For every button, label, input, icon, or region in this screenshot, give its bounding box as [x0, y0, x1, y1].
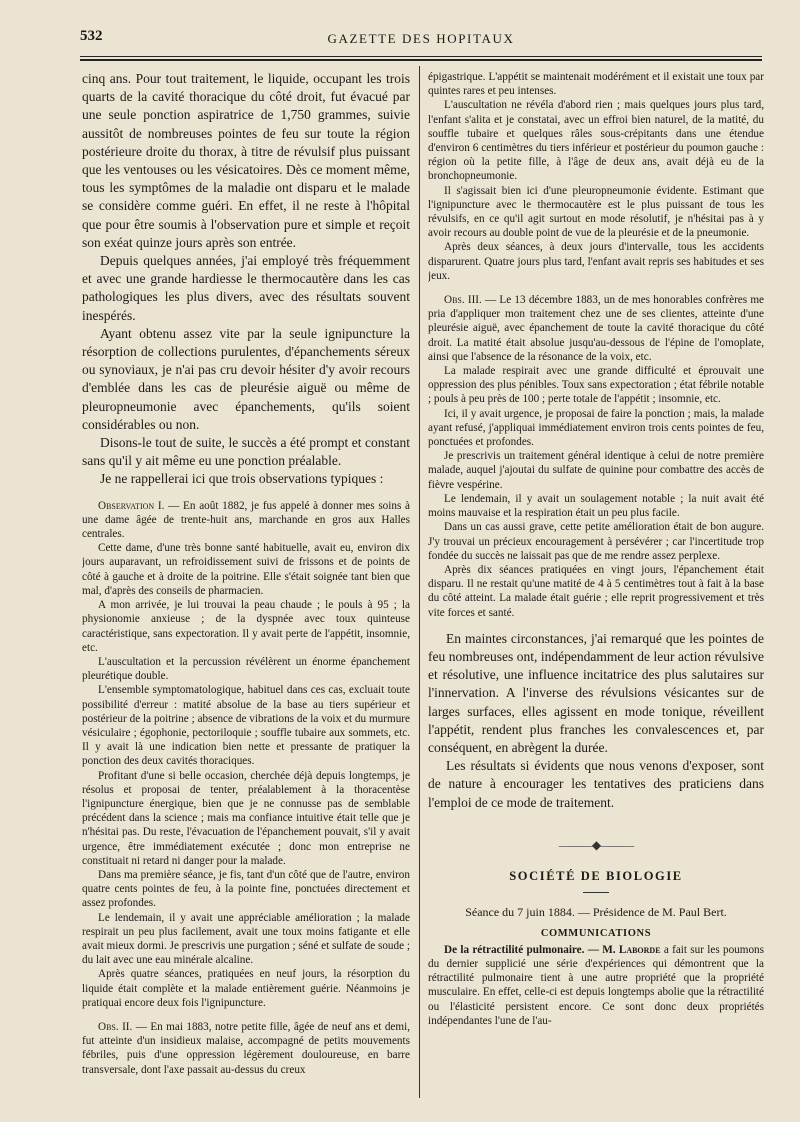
paragraph: Je ne rappellerai ici que trois observations typiques :	[100, 471, 384, 487]
paragraph: Profitant d'une si belle occasion, cherchée déjà depuis longtemps, je résolus et proposai de tenter, préalablement à la thoracentèse l'ignipuncture énergique, bien que je ne connusse pas de semblable précédent dans la science ; mais ma confiance intuitive était telle que je n'hésitai pas. Du reste, l'évacuation de l'épanchement pouvait, s'il y avait urgence, être immédiatement exécutée ; donc mon entreprise ne constituait ni retard ni danger pour la malade.	[82, 769, 410, 867]
section-ornament: ———◆———	[558, 837, 634, 852]
paragraph: Le lendemain, il y avait une appréciable amélioration ; la malade respirait un peu plus facilement, avait une toux moins fatigante et elle avait mieux dormi. Je prescrivis une purgation ; séné et sulfate de soude ; du lait avec une eau minérale alcaline.	[82, 911, 410, 967]
paragraph: Les résultats si évidents que nous venons d'exposer, sont de nature à encourager les tentatives des praticiens dans l'emploi de ce mode de traitement.	[428, 758, 764, 810]
observation-text: — En mai 1883, notre petite fille, âgée de neuf ans et demi, fut atteinte d'un insidieux malaise, accompagné de petits mouvements fébriles, puis d'une oppression légèrement douloureuse, en barre transversale, dont l'axe passait au-dessus du creux	[82, 1020, 410, 1076]
observation-1	[82, 499, 410, 542]
paragraph: Dans un cas aussi grave, cette petite amélioration était de bon augure. J'y trouvai un précieux encouragement à persévérer ; car l'incertitude trop fondée du succès ne laissait pas que de me rendre assez perplexe.	[428, 521, 764, 562]
paragraph: cinq ans. Pour tout traitement, le liquide, occupant les trois quarts de la cavité thoracique du côté droit, fut évacué par une seule ponction aspiratrice de 1,750 grammes, suivie aussitôt de nombreuses pointes de feu sur toute la région postérieure droite du thorax, à titre de révulsif plus puissant que les ventouses ou les vésicatoires. Dès ce moment même, tous les symptômes de la maladie ont disparu et le malade se considère comme guéri. En effet, il ne reste à l'hôpital que pour être soumis à l'observation pure et simple et reçoit son exéat quinze jours après son entrée.	[82, 71, 410, 250]
running-title: GAZETTE DES HOPITAUX	[327, 31, 515, 46]
paragraph: La malade respirait avec une grande difficulté et éprouvait une oppression des plus pénibles. Toux sans expectoration ; état fébrile notable ; pouls à peu près de 100 ; perte totale de l'appétit ; insomnie, etc.	[428, 365, 764, 406]
communication-text: a fait sur les poumons du dernier supplicié une série d'expériences qui démontrent que la rétractilité pulmonaire tient à une autre propriété que la propriété musculaire. En effet, celle-ci est depuis longtemps abolie que la rétractilité ou l'élasticité persistent encore. Ce sont donc deux propriétés indépendantes l'une de l'au-	[428, 943, 764, 1027]
paragraph: Après dix séances pratiquées en vingt jours, l'épanchement était disparu. Il ne restait qu'une matité de 4 à 5 centimètres tout à fait à la base du côté atteint. La malade était guérie ; elle reprit progressivement et très vite forces et santé.	[428, 563, 764, 619]
paragraph: Le lendemain, il y avait un soulagement notable ; la nuit avait été moins mauvaise et la respiration était un peu plus facile.	[428, 492, 764, 520]
observation-3	[428, 293, 764, 364]
paragraph: Ici, il y avait urgence, je proposai de faire la ponction ; mais, la malade ayant refusé, j'appliquai immédiatement environ trois cents pointes de feu, ponctuées et profondes.	[428, 407, 764, 449]
left-column	[82, 70, 410, 1100]
paragraph: Il s'agissait bien ici d'une pleuropneumonie évidente. Estimant que l'ignipuncture avec le thermocautère est le plus puissant de tous les révulsifs, en ce qu'il agit surtout en mode résolutif, je n'hésitai pas à y avoir recours au double point de vue de la pleurésie et de la pneumonie.	[428, 184, 764, 240]
paragraph: Disons-le tout de suite, le succès a été prompt et constant sans qu'il y ait même eu une ponction préalable.	[82, 435, 410, 469]
paragraph: Après deux séances, à deux jours d'intervalle, tous les accidents disparurent. Quatre jours plus tard, l'enfant avait repris ses habitudes et ses jeux.	[428, 241, 764, 282]
right-column	[428, 70, 764, 1100]
paragraph: Dans ma première séance, je fis, tant d'un côté que de l'autre, environ quatre cents pointes de feu, à la pointe fine, ponctuées directement et assez profondes.	[82, 868, 410, 910]
communication-author: — M. Laborde	[584, 943, 661, 956]
paragraph: A mon arrivée, je lui trouvai la peau chaude ; le pouls à 95 ; la physionomie anxieuse ; de la dyspnée avec toux quinteuse caractéristique, sans expectoration. Il y avait perte de l'appétit, insomnie, etc.	[82, 599, 410, 654]
paragraph: En maintes circonstances, j'ai remarqué que les pointes de feu nombreuses ont, indépendamment de leur action révulsive et résolutive, une influence incitatrice des plus salutaires sur l'innervation. A l'inverse des révulsions vésicantes sur de larges surfaces, elles agissent en mode tonique, réveillent l'appétit, rendent plus franches les convalescences et, par conséquent, en abrègent la durée.	[428, 630, 764, 755]
page-number: 532	[80, 28, 103, 44]
paragraph: L'ensemble symptomatologique, habituel dans ces cas, excluait toute possibilité d'erreur : matité absolue de la base au tiers supérieur et postérieur de la poitrine ; absence de vibrations de la voix et du murmure vésiculaire ; égophonie, pectoriloquie ; souffle tubaire aux sommets, etc. Il y avait là une indication bien nette et pressante de pratiquer la ponction des deux cavités thoraciques.	[82, 684, 410, 768]
observation-label: Obs. III.	[444, 294, 482, 307]
observation-label: Observation I.	[98, 499, 165, 512]
observation-label: Obs. II.	[98, 1020, 133, 1033]
column-divider	[419, 66, 420, 1098]
paragraph: Ayant obtenu assez vite par la seule ignipuncture la résorption de collections purulentes, d'épanchements séreux ou synoviaux, je n'ai pas cru devoir hésiter d'y avoir recours d'emblée dans les cas de pleurésie aiguë ou même de pleuropneumonie avec épanchements, qu'ils soient considérables ou non.	[82, 325, 410, 432]
paragraph: Cette dame, d'une très bonne santé habituelle, avait eu, environ dix jours auparavant, un refroidissement suivi de frissons et de points de côté à gauche et à droite de la poitrine. Elle s'était soignée tant bien que mal, d'après des conseils de pharmacien.	[82, 542, 410, 597]
paragraph: Depuis quelques années, j'ai employé très fréquemment et avec une grande hardiesse le thermocautère dans les cas pathologiques les plus divers, avec des résultats souvent inespérés.	[82, 253, 410, 323]
communication-title: De la rétractilité pulmonaire.	[444, 943, 585, 956]
observation-2	[82, 1020, 410, 1077]
paragraph: Après quatre séances, pratiquées en neuf jours, la résorption du liquide était complète et la malade entièrement guérie. Néanmoins je pratiquai encore deux fois l'ignipuncture.	[82, 968, 410, 1009]
paragraph: L'auscultation et la percussion révélèrent un énorme épanchement pleurétique double.	[82, 655, 410, 683]
communications-heading: COMMUNICATIONS	[540, 927, 652, 939]
observation-text: — Le 13 décembre 1883, un de mes honorables confrères me pria d'appliquer mon traitement chez une de ses clientes, atteinte d'une pleurésie aiguë, avec épanchement de toute la cavité thoracique du côté droit. La matité était absolue jusqu'au-dessous de l'épine de l'omoplate, ainsi que l'absence de la résonance de la voix, etc.	[428, 294, 764, 363]
short-rule	[583, 892, 609, 893]
header-rule	[80, 56, 762, 61]
session-line: Séance du 7 juin 1884. — Présidence de M. Paul Bert.	[465, 904, 727, 919]
observation-text: — En août 1882, je fus appelé à donner mes soins à une dame âgée de trente-huit ans, marchande en gros aux Halles centrales.	[82, 499, 410, 541]
paragraph: L'auscultation ne révéla d'abord rien ; mais quelques jours plus tard, l'enfant s'alita et je constatai, avec un effroi bien naturel, de la matité, du souffle tubaire et quelques râles sous-crépitants dans une étendue d'environ 6 centimètres du tiers inférieur et postérieur du poumon gauche : région où la petite fille, à l'âge de deux ans, avait déjà eu de la bronchopneumonie.	[428, 99, 764, 183]
paragraph: Je prescrivis un traitement général identique à celui de notre première malade, auquel j'ajoutai du sulfate de quinine pour combattre des accès de fièvre vespérine.	[428, 450, 764, 491]
communication-paragraph	[428, 943, 764, 1028]
page-header	[80, 28, 762, 50]
section-heading: SOCIÉTÉ DE BIOLOGIE	[509, 868, 683, 883]
paragraph: épigastrique. L'appétit se maintenait modérément et il existait une toux par quintes rares et peu intenses.	[428, 71, 764, 98]
